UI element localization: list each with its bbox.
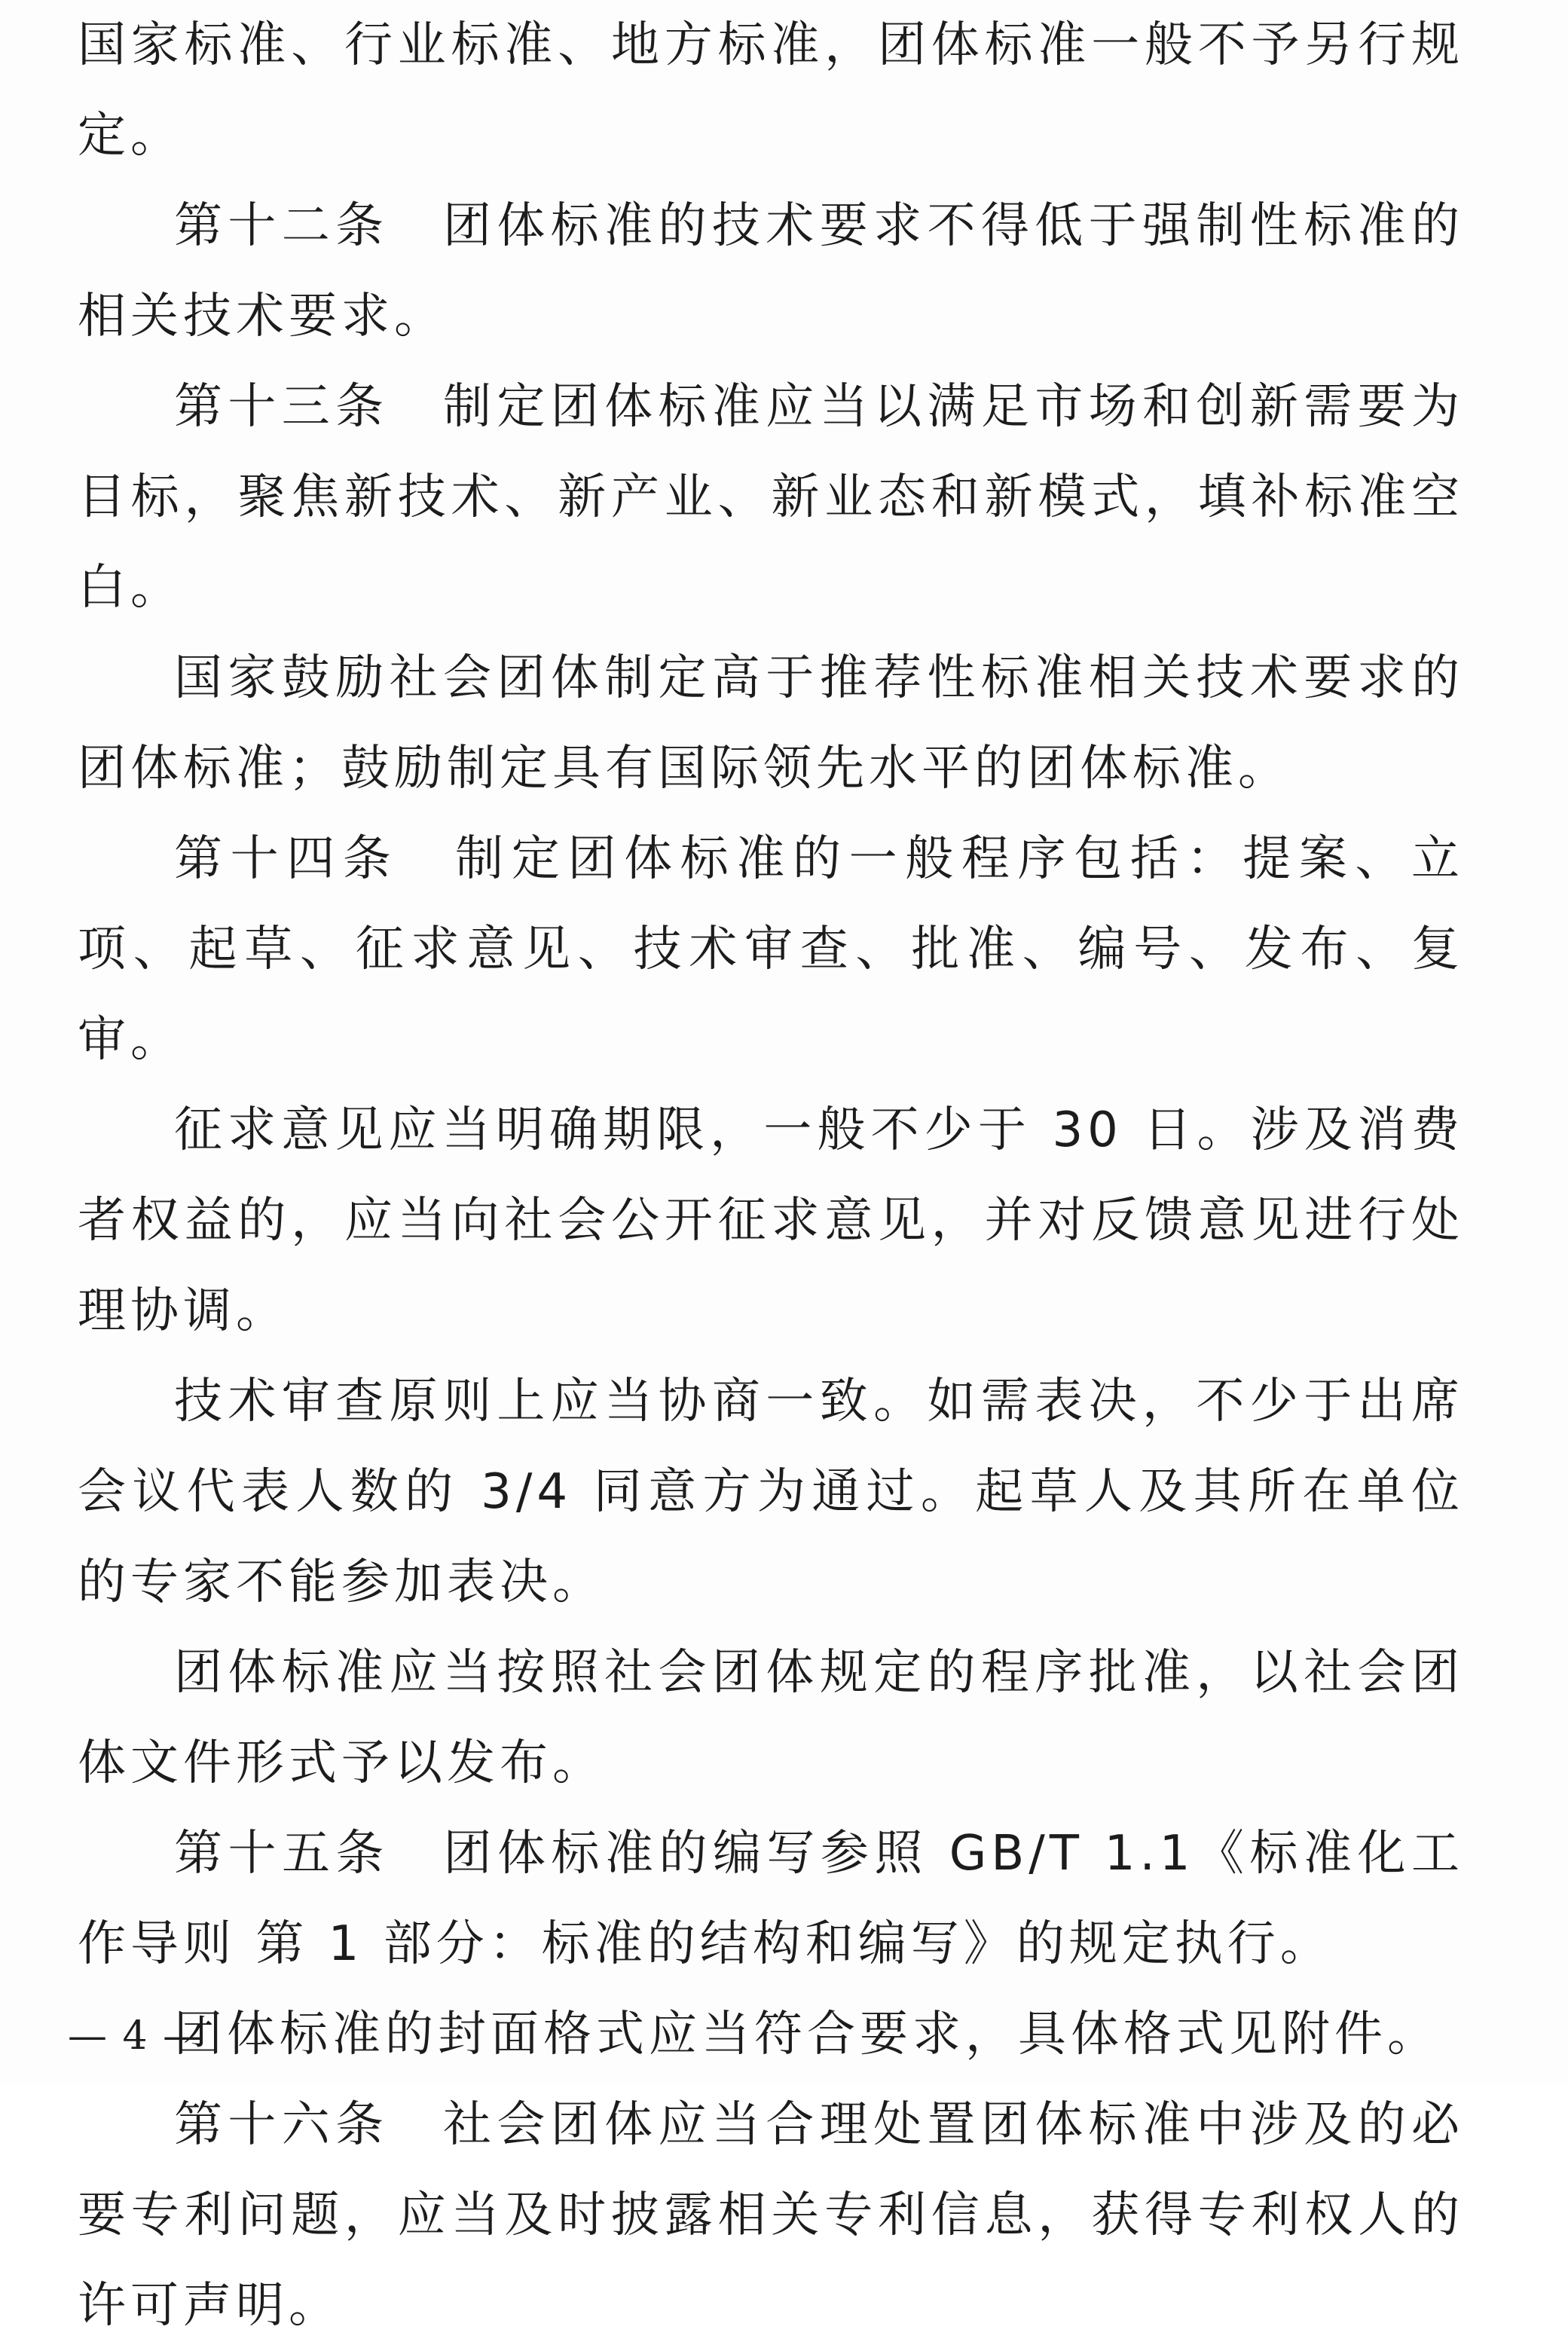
paragraph-article-14-clause-2: 征求意见应当明确期限，一般不少于 30 日。涉及消费者权益的，应当向社会公开征求意见，并对反馈意见进行处理协调。 bbox=[78, 1102, 1464, 1339]
paragraph-article-16: 第十六条 社会团体应当合理处置团体标准中涉及的必要专利问题，应当及时披露相关专利信息，获得专利权人的许可声明。 bbox=[78, 2097, 1464, 2334]
paragraph-article-15: 第十五条 团体标准的编写参照 GB/T 1.1《标准化工作导则 第 1 部分：标准的结构和编写》的规定执行。 bbox=[78, 1826, 1464, 1972]
paragraph-article-14: 第十四条 制定团体标准的一般程序包括：提案、立项、起草、征求意见、技术审查、批准、编号、发布、复审。 bbox=[78, 831, 1464, 1068]
paragraph-article-14-clause-4: 团体标准应当按照社会团体规定的程序批准，以社会团体文件形式予以发布。 bbox=[78, 1645, 1464, 1791]
document-body bbox=[78, 0, 1464, 2351]
paragraph-continuation: 国家标准、行业标准、地方标准，团体标准一般不予另行规定。 bbox=[78, 17, 1464, 164]
page-number: — 4 — bbox=[68, 2013, 204, 2059]
paragraph-article-13-clause-2: 国家鼓励社会团体制定高于推荐性标准相关技术要求的团体标准；鼓励制定具有国际领先水平的团体标准。 bbox=[78, 650, 1464, 796]
paragraph-article-14-clause-3: 技术审查原则上应当协商一致。如需表决，不少于出席会议代表人数的 3/4 同意方为通过。起草人及其所在单位的专家不能参加表决。 bbox=[78, 1374, 1464, 1610]
paragraph-article-15-clause-2: 团体标准的封面格式应当符合要求，具体格式见附件。 bbox=[174, 2007, 1440, 2062]
paragraph-article-13: 第十三条 制定团体标准应当以满足市场和创新需要为目标，聚焦新技术、新产业、新业态和新模式，填补标准空白。 bbox=[78, 379, 1464, 616]
paragraph-article-12: 第十二条 团体标准的技术要求不得低于强制性标准的相关技术要求。 bbox=[78, 198, 1464, 344]
